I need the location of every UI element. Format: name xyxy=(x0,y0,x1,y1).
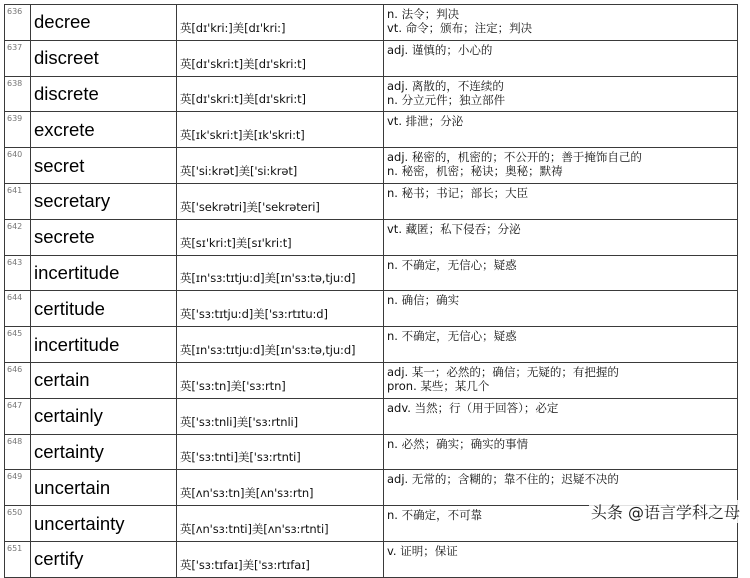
entry-meaning xyxy=(384,327,738,363)
entry-meaning xyxy=(384,255,738,291)
entry-phonetic: 英[ɪn'sɜ:tɪtju:d]美[ɪn'sɜ:tə,tju:d] xyxy=(177,327,384,363)
entry-meaning xyxy=(384,76,738,112)
entry-meaning xyxy=(384,541,738,577)
entry-number: 641 xyxy=(5,183,31,219)
meaning-line: vt. 藏匿；私下侵吞；分泌 xyxy=(387,221,521,236)
entry-word: decree xyxy=(31,5,177,41)
table-row xyxy=(5,398,738,434)
meaning-line: vt. 排泄；分泌 xyxy=(387,114,464,129)
entry-phonetic: 英[dɪ'skri:t]美[dɪ'skri:t] xyxy=(177,40,384,76)
entry-phonetic: 英['sɜ:tn]美['sɜ:rtn] xyxy=(177,362,384,398)
table-row xyxy=(5,183,738,219)
entry-number: 651 xyxy=(5,541,31,577)
entry-phonetic: 英['sɜ:tɪfaɪ]美['sɜ:rtɪfaɪ] xyxy=(177,541,384,577)
table-row xyxy=(5,434,738,470)
entry-phonetic: 英['si:krət]美['si:krət] xyxy=(177,148,384,184)
meaning-line: n. 不确定，无信心；疑惑 xyxy=(387,329,517,344)
entry-meaning xyxy=(384,398,738,434)
entry-word: certainly xyxy=(31,398,177,434)
entry-phonetic: 英[ɪk'skri:t]美[ɪk'skri:t] xyxy=(177,112,384,148)
entry-number: 636 xyxy=(5,5,31,41)
entry-meaning xyxy=(384,183,738,219)
meaning-line: adj. 谨慎的；小心的 xyxy=(387,42,493,57)
table-row xyxy=(5,76,738,112)
vocabulary-table-body xyxy=(5,5,738,578)
entry-word: incertitude xyxy=(31,327,177,363)
table-row xyxy=(5,148,738,184)
entry-meaning xyxy=(384,112,738,148)
meaning-line: vt. 命令；颁布；注定；判决 xyxy=(387,21,533,35)
table-row xyxy=(5,255,738,291)
entry-word: secret xyxy=(31,148,177,184)
entry-word: secretary xyxy=(31,183,177,219)
entry-phonetic: 英['sɜ:tnli]美['sɜ:rtnli] xyxy=(177,398,384,434)
meaning-line: adj. 离散的，不连续的 xyxy=(387,78,504,93)
entry-word: discreet xyxy=(31,40,177,76)
entry-meaning xyxy=(384,291,738,327)
meaning-line: adj. 某一；必然的；确信；无疑的；有把握的 xyxy=(387,364,619,379)
table-row xyxy=(5,219,738,255)
entry-number: 649 xyxy=(5,470,31,506)
table-row xyxy=(5,5,738,41)
entry-word: uncertainty xyxy=(31,506,177,542)
entry-number: 650 xyxy=(5,506,31,542)
entry-word: certainty xyxy=(31,434,177,470)
entry-phonetic: 英[dɪ'kri:]美[dɪ'kri:] xyxy=(177,5,384,41)
meaning-line: n. 秘书；书记；部长；大臣 xyxy=(387,185,529,200)
entry-meaning xyxy=(384,40,738,76)
entry-word: excrete xyxy=(31,112,177,148)
entry-word: incertitude xyxy=(31,255,177,291)
entry-meaning xyxy=(384,434,738,470)
entry-word: discrete xyxy=(31,76,177,112)
entry-number: 638 xyxy=(5,76,31,112)
entry-word: certain xyxy=(31,362,177,398)
meaning-line: n. 秘密，机密；秘诀；奥秘；默祷 xyxy=(387,164,563,179)
table-row xyxy=(5,40,738,76)
meaning-line: v. 证明；保证 xyxy=(387,543,458,558)
entry-word: uncertain xyxy=(31,470,177,506)
entry-word: certify xyxy=(31,541,177,577)
meaning-line: n. 分立元件；独立部件 xyxy=(387,92,506,107)
entry-number: 647 xyxy=(5,398,31,434)
entry-number: 642 xyxy=(5,219,31,255)
meaning-line: adj. 无常的；含糊的；靠不住的；迟疑不决的 xyxy=(387,472,619,487)
entry-number: 643 xyxy=(5,255,31,291)
entry-phonetic: 英[ʌn'sɜ:tnti]美[ʌn'sɜ:rtnti] xyxy=(177,506,384,542)
entry-phonetic: 英[ʌn'sɜ:tn]美[ʌn'sɜ:rtn] xyxy=(177,470,384,506)
entry-phonetic: 英[dɪ'skri:t]美[dɪ'skri:t] xyxy=(177,76,384,112)
table-row xyxy=(5,112,738,148)
meaning-line: adj. 秘密的，机密的；不公开的；善于掩饰自己的 xyxy=(387,150,642,165)
meaning-line: n. 法令；判决 xyxy=(387,7,460,21)
entry-meaning xyxy=(384,362,738,398)
entry-phonetic: 英[sɪ'kri:t]美[sɪ'kri:t] xyxy=(177,219,384,255)
entry-phonetic: 英['sɜ:tɪtju:d]美['sɜ:rtɪtu:d] xyxy=(177,291,384,327)
meaning-line: adv. 当然；行（用于回答）；必定 xyxy=(387,400,559,415)
meaning-line: n. 不确定，不可靠 xyxy=(387,508,483,523)
entry-word: secrete xyxy=(31,219,177,255)
entry-number: 646 xyxy=(5,362,31,398)
entry-number: 644 xyxy=(5,291,31,327)
entry-meaning xyxy=(384,219,738,255)
meaning-line: n. 必然；确实；确实的事情 xyxy=(387,436,529,451)
entry-meaning xyxy=(384,5,738,41)
table-row xyxy=(5,327,738,363)
table-row xyxy=(5,362,738,398)
vocabulary-table xyxy=(4,4,738,578)
entry-number: 637 xyxy=(5,40,31,76)
watermark: 头条 @语言学科之母 xyxy=(589,500,742,523)
entry-phonetic: 英['sɜ:tnti]美['sɜ:rtnti] xyxy=(177,434,384,470)
entry-phonetic: 英['sekrətri]美['sekrəteri] xyxy=(177,183,384,219)
entry-word: certitude xyxy=(31,291,177,327)
entry-meaning xyxy=(384,148,738,184)
entry-number: 639 xyxy=(5,112,31,148)
entry-number: 645 xyxy=(5,327,31,363)
entry-number: 640 xyxy=(5,148,31,184)
meaning-line: n. 不确定，无信心；疑惑 xyxy=(387,257,517,272)
table-row xyxy=(5,291,738,327)
meaning-line: n. 确信；确实 xyxy=(387,293,460,308)
meaning-line: pron. 某些；某几个 xyxy=(387,378,490,393)
entry-phonetic: 英[ɪn'sɜ:tɪtju:d]美[ɪn'sɜ:tə,tju:d] xyxy=(177,255,384,291)
entry-number: 648 xyxy=(5,434,31,470)
table-row xyxy=(5,541,738,577)
